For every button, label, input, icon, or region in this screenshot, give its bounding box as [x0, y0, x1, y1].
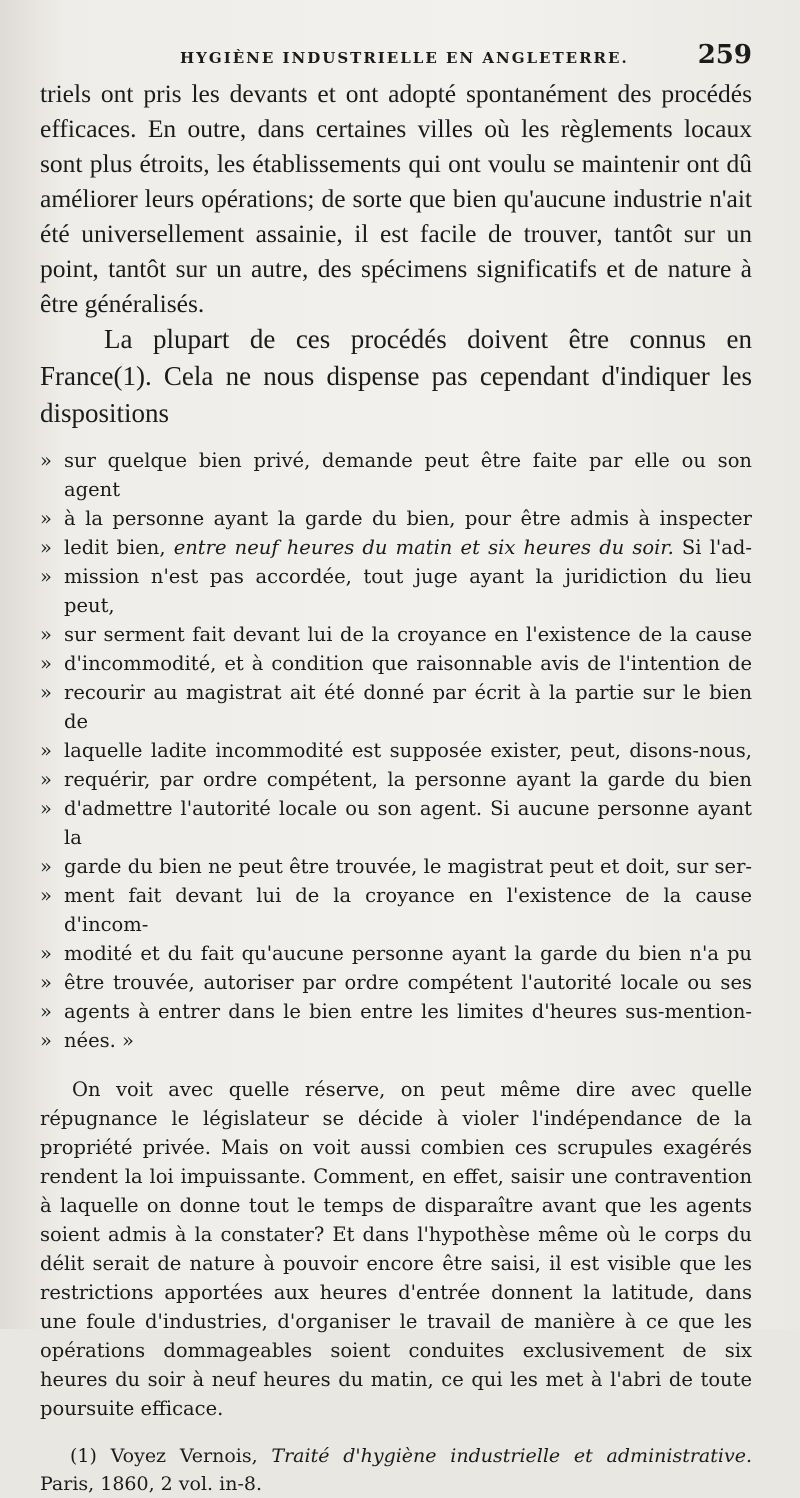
footnote	[40, 1442, 752, 1498]
quote-mark: »	[40, 942, 52, 965]
quote-mark: »	[40, 507, 52, 530]
quote-line: » garde du bien ne peut être trouvée, le magistrat peut et doit, sur ser-	[40, 852, 752, 881]
quote-line: » ment fait devant lui de la croyance en l'existence de la cause d'incom-	[40, 881, 752, 939]
quote-line: » être trouvée, autoriser par ordre compétent l'autorité locale ou ses	[40, 968, 752, 997]
quoted-law-text	[40, 446, 752, 1055]
quote-mark: »	[40, 652, 52, 675]
quote-line: » sur serment fait devant lui de la croyance en l'existence de la cause	[40, 620, 752, 649]
quote-mark: »	[40, 536, 52, 559]
paragraph-2: La plupart de ces procédés doivent être connus en France(1). Cela ne nous dispense pas cependant d'indiquer les dispositions	[40, 324, 752, 428]
quote-line: » d'incommodité, et à condition que raisonnable avis de l'intention de	[40, 649, 752, 678]
paragraph-1: triels ont pris les devants et ont adopté spontanément des procédés efficaces. En outre, dans certaines villes où les règlements locaux sont plus étroits, les établissements qui ont voulu se maintenir ont dû améliorer leurs opérations; de sorte que bien qu'aucune industrie n'ait été universellement assainie, il est facile de trouver, tantôt sur un point, tantôt sur un autre, des spécimens significatifs et de nature à être généralisés.	[40, 79, 752, 318]
page-header	[180, 40, 752, 70]
quote-mark: »	[40, 884, 52, 907]
italic-hours: entre neuf heures du matin et six heures du soir.	[173, 536, 674, 559]
running-title: HYGIÈNE INDUSTRIELLE EN ANGLETERRE.	[180, 49, 629, 67]
footnote-title: Traité d'hygiène industrielle et administrative.	[271, 1445, 752, 1467]
quote-line: » nées. »	[40, 1026, 752, 1055]
quote-line: » modité et du fait qu'aucune personne ayant la garde du bien n'a pu	[40, 939, 752, 968]
quote-line: » à la personne ayant la garde du bien, pour être admis à inspecter	[40, 504, 752, 533]
quote-line: » mission n'est pas accordée, tout juge ayant la juridiction du lieu peut,	[40, 562, 752, 620]
quote-line: » d'admettre l'autorité locale ou son agent. Si aucune personne ayant la	[40, 794, 752, 852]
quote-line: » ledit bien, entre neuf heures du matin et six heures du soir. Si l'ad-	[40, 533, 752, 562]
quote-mark: »	[40, 449, 52, 472]
quote-line: » sur quelque bien privé, demande peut être faite par elle ou son agent	[40, 446, 752, 504]
footnote-tail: Paris, 1860, 2 vol. in-8.	[40, 1473, 262, 1495]
quote-line: » requérir, par ordre compétent, la personne ayant la garde du bien	[40, 765, 752, 794]
quote-mark: »	[40, 768, 52, 791]
main-text	[40, 76, 752, 432]
quote-mark: »	[40, 1029, 52, 1052]
quote-mark: »	[40, 971, 52, 994]
quote-mark: »	[40, 855, 52, 878]
quote-mark: »	[40, 681, 52, 704]
quote-mark: »	[40, 565, 52, 588]
body-text-2	[40, 1075, 752, 1423]
quote-line: » agents à entrer dans le bien entre les limites d'heures sus-mention-	[40, 997, 752, 1026]
quote-line: » laquelle ladite incommodité est supposée exister, peut, disons-nous,	[40, 736, 752, 765]
quote-mark: »	[40, 797, 52, 820]
quote-line: » recourir au magistrat ait été donné par écrit à la partie sur le bien de	[40, 678, 752, 736]
quote-mark: »	[40, 623, 52, 646]
quote-mark: »	[40, 1000, 52, 1023]
footnote-lead: (1) Voyez Vernois,	[70, 1445, 272, 1467]
paragraph-3: On voit avec quelle réserve, on peut même dire avec quelle répugnance le législateur se décide à violer l'indépendance de la propriété privée. Mais on voit aussi combien ces scrupules exagérés rendent la loi impuissante. Comment, en effet, saisir une contravention à laquelle on donne tout le temps de disparaître avant que les agents soient admis à la constater? Et dans l'hypothèse même où le corps du délit serait de nature à pouvoir encore être saisi, il est visible que les restrictions apportées aux heures d'entrée donnent la latitude, dans une foule d'industries, d'organiser le travail de manière à ce que les opérations dommageables soient conduites exclusivement de six heures du soir à neuf heures du matin, ce qui les met à l'abri de toute poursuite efficace.	[40, 1077, 752, 1420]
quote-mark: »	[40, 739, 52, 762]
page-number: 259	[697, 40, 752, 70]
